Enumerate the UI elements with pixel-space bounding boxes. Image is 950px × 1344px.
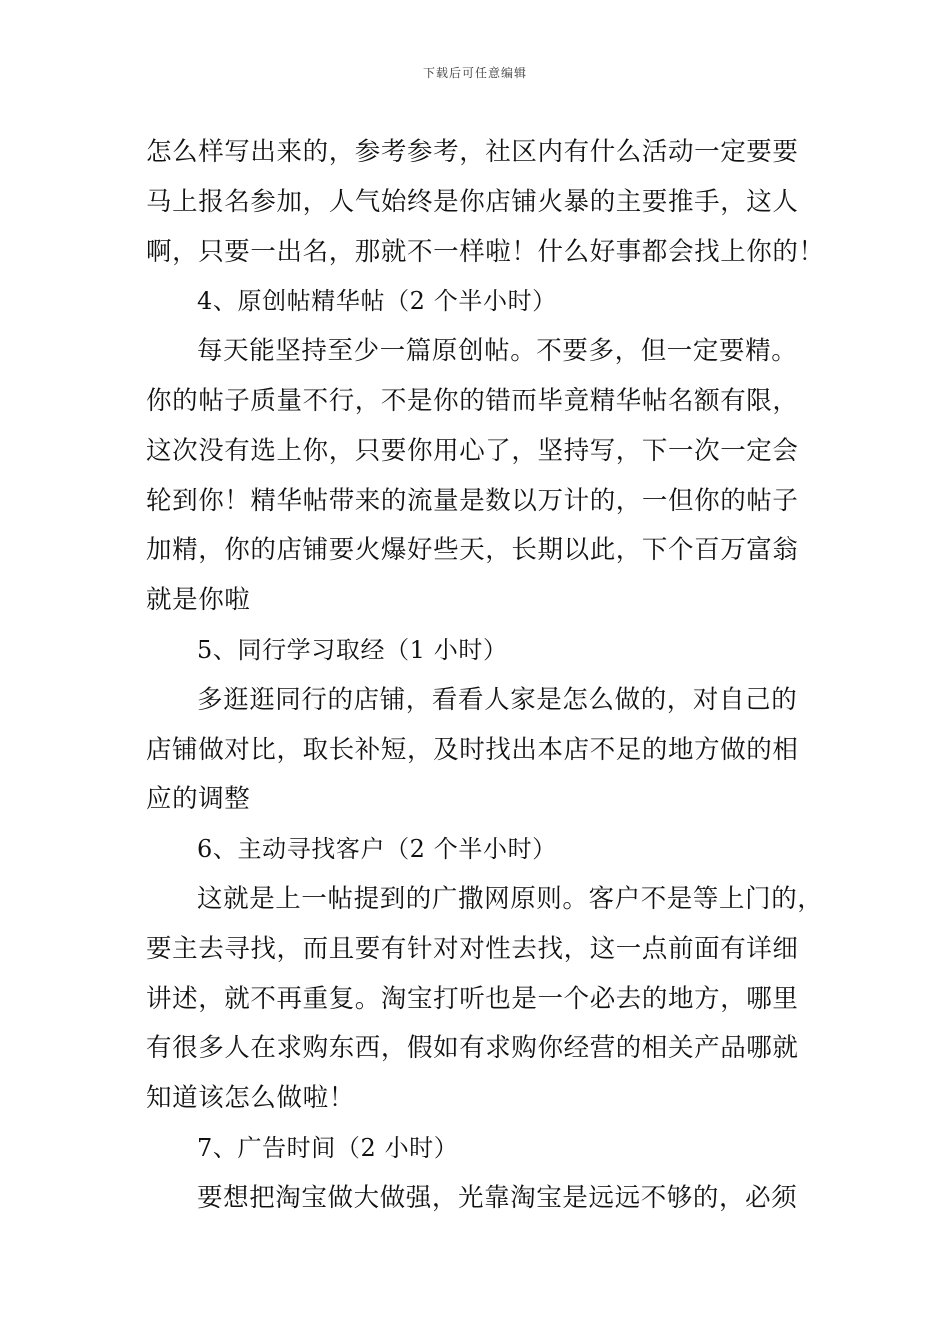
paragraph-line: 怎么样写出来的，参考参考，社区内有什么活动一定要要	[146, 137, 799, 167]
paragraph-line: 加精，你的店铺要火爆好些天，长期以此，下个百万富翁	[146, 535, 799, 566]
paragraph-line: 这次没有选上你，只要你用心了，坚持写，下一次一定会	[146, 435, 799, 466]
paragraph-line: 讲述，就不再重复。淘宝打听也是一个必去的地方，哪里	[146, 983, 799, 1014]
paragraph-line: 知道该怎么做啦！	[146, 1083, 355, 1114]
paragraph-line: 应的调整	[146, 784, 251, 815]
paragraph-line: 店铺做对比，取长补短，及时找出本店不足的地方做的相	[146, 734, 799, 765]
paragraph-line: 马上报名参加，人气始终是你店铺火暴的主要推手，这人	[146, 186, 799, 217]
paragraph-line: 这就是上一帖提到的广撒网原则。客户不是等上门的，	[197, 883, 824, 914]
section-heading: 4、原创帖精华帖（2 个半小时）	[197, 287, 557, 316]
section-heading: 5、同行学习取经（1 小时）	[197, 635, 508, 664]
paragraph-line: 你的帖子质量不行，不是你的错而毕竟精华帖名额有限，	[146, 385, 799, 416]
paragraph-line: 每天能坚持至少一篇原创帖。不要多，但一定要精。	[197, 336, 798, 367]
section-heading: 6、主动寻找客户（2 个半小时）	[197, 835, 557, 864]
page-header: 下载后可任意编辑	[422, 66, 527, 80]
paragraph-line: 要想把淘宝做大做强，光靠淘宝是远远不够的，必须	[197, 1182, 798, 1213]
paragraph-line: 有很多人在求购东西，假如有求购你经营的相关产品哪就	[146, 1033, 799, 1064]
document-body	[146, 128, 825, 1224]
paragraph-line: 啊，只要一出名，那就不一样啦！什么好事都会找上你的！	[146, 236, 825, 267]
paragraph-line: 轮到你！精华帖带来的流量是数以万计的，一但你的帖子	[146, 485, 799, 516]
paragraph-line: 多逛逛同行的店铺，看看人家是怎么做的，对自己的	[197, 684, 798, 715]
paragraph-line: 就是你啦	[146, 585, 251, 616]
paragraph-line: 要主去寻找，而且要有针对对性去找，这一点前面有详细	[146, 933, 799, 964]
section-heading: 7、广告时间（2 小时）	[197, 1133, 459, 1162]
